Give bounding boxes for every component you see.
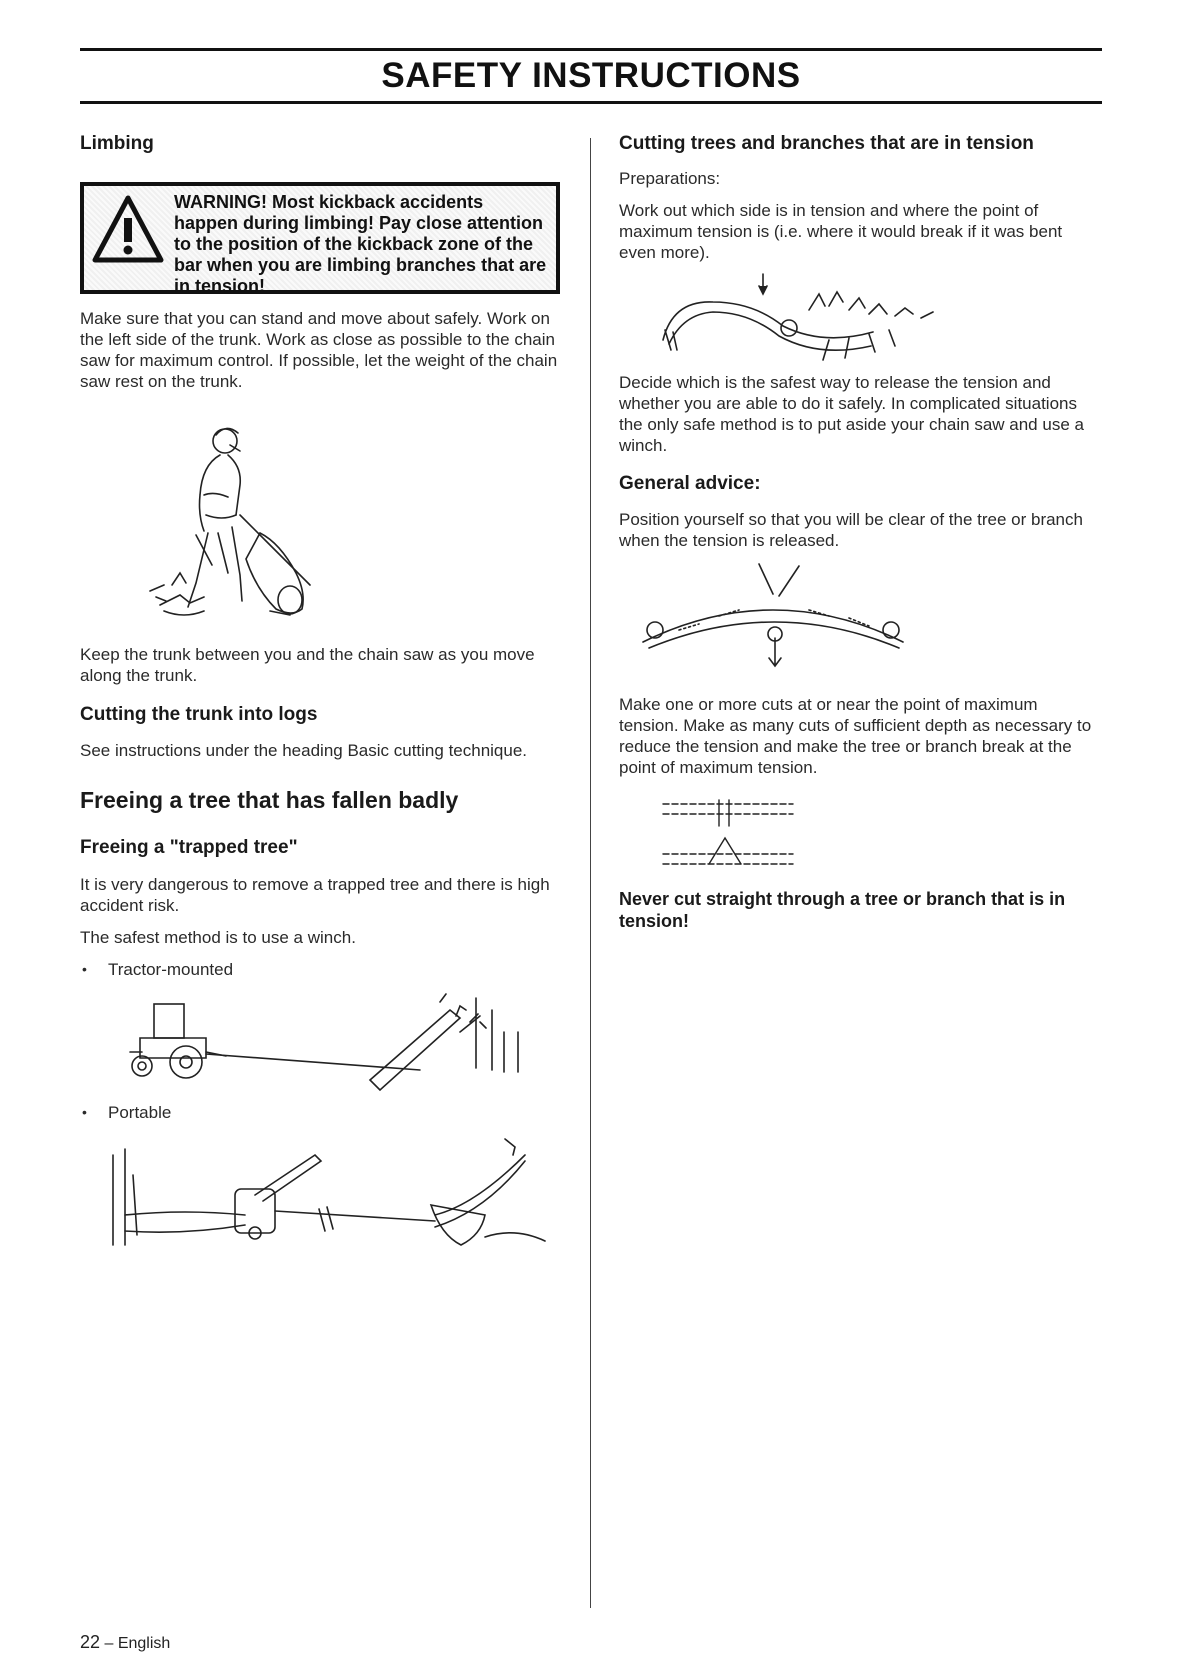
- bullet-portable: • Portable: [80, 1102, 558, 1123]
- freeing-heading: Freeing a tree that has fallen badly: [80, 787, 459, 813]
- limbing-text: Make sure that you can stand and move about safely. Work on the left side of the trunk. Work as close as possible to the chain saw for maximum control. If possible, let the weight of the chain saw rest on the trunk.: [80, 309, 558, 391]
- tension-cut-illustration: [659, 792, 799, 872]
- cutting-logs-text: See instructions under the heading Basic cutting technique.: [80, 741, 528, 760]
- portable-winch-illustration: [105, 1135, 555, 1255]
- tractor-winch-illustration: [120, 992, 550, 1092]
- warning-triangle-icon: [92, 194, 164, 264]
- keep-trunk-text: Keep the trunk between you and the chain saw as you move along the trunk.: [80, 645, 535, 685]
- trapped-heading: Freeing a "trapped tree": [80, 837, 298, 858]
- footer-language: English: [117, 1635, 171, 1652]
- warning-text: WARNING! Most kickback accidents happen during limbing! Pay close attention to the position of the kickback zone of the bar when you are limbing branches that are in tension!: [174, 192, 547, 296]
- page-number: 22: [80, 1632, 101, 1652]
- cuts-text: Make one or more cuts at or near the point of maximum tension. Make as many cuts of sufficient depth as necessary to reduce the tension and make the tree or branch break at the point of maximum tension.: [619, 695, 1092, 777]
- winch-text: The safest method is to use a winch.: [80, 928, 356, 947]
- page-footer: [80, 1632, 170, 1653]
- tension-heading: Cutting trees and branches that are in tension: [619, 133, 1034, 154]
- limbing-illustration: [120, 415, 360, 625]
- header-top-rule: [80, 48, 1102, 51]
- general-advice-heading: General advice:: [619, 473, 761, 494]
- bent-tree-illustration: [659, 270, 959, 370]
- limbing-heading: Limbing: [80, 133, 154, 154]
- position-text: Position yourself so that you will be clear of the tree or branch when the tension is released.: [619, 510, 1083, 550]
- never-cut-warning: Never cut straight through a tree or branch that is in tension!: [619, 889, 1066, 931]
- page-title: SAFETY INSTRUCTIONS: [381, 56, 801, 95]
- bowed-branch-illustration: [639, 558, 909, 678]
- page-header: [80, 48, 1102, 104]
- trapped-text: It is very dangerous to remove a trapped tree and there is high accident risk.: [80, 875, 550, 915]
- decide-text: Decide which is the safest way to release the tension and whether you are able to do it safely. In complicated situations the only safe method is to put aside your chain saw and use a winch.: [619, 373, 1084, 455]
- warning-box: [80, 182, 560, 294]
- column-divider: [590, 138, 591, 1608]
- cutting-logs-heading: Cutting the trunk into logs: [80, 704, 318, 725]
- work-out-text: Work out which side is in tension and where the point of maximum tension is (i.e. where it would break if it was bent even more).: [619, 201, 1063, 262]
- bullet-tractor: • Tractor-mounted: [80, 959, 558, 980]
- preparations-label: Preparations:: [619, 169, 721, 188]
- footer-dash: –: [100, 1635, 118, 1652]
- header-bottom-rule: [80, 101, 1102, 104]
